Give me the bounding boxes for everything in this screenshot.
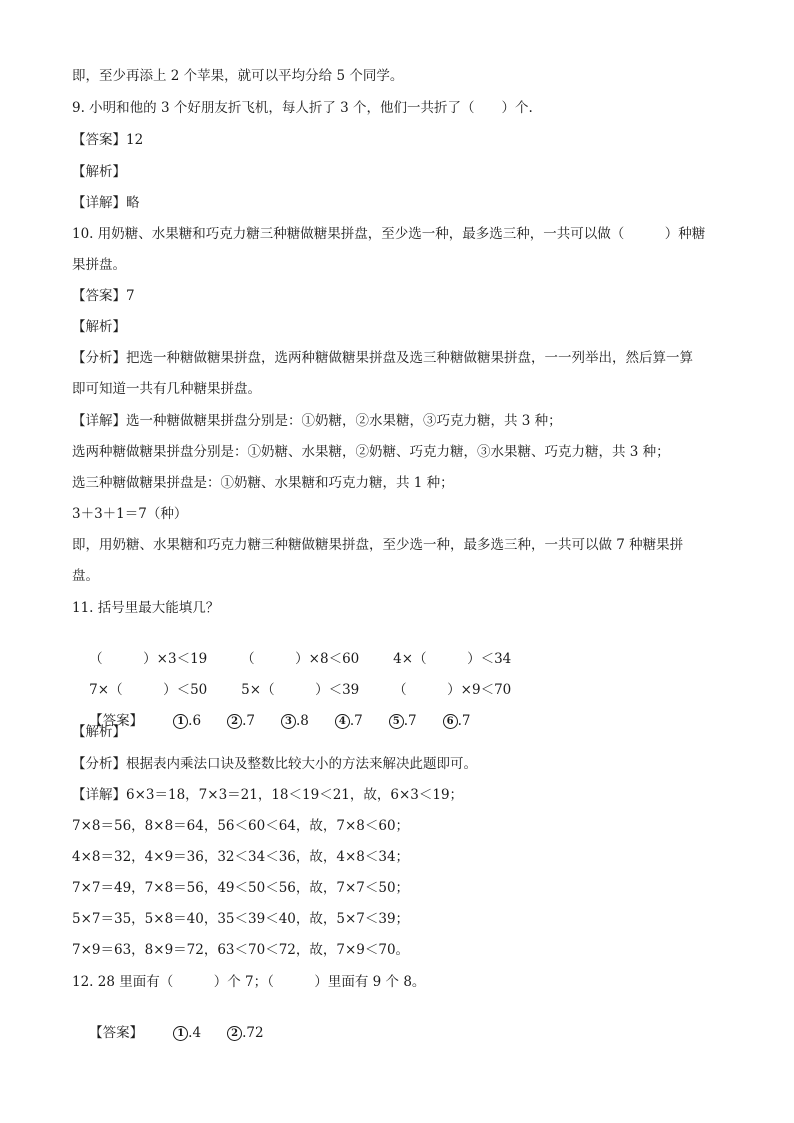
blank-expression: 7×（ ）＜50: [89, 682, 208, 698]
blank-expression: （ ）×3＜19: [89, 651, 208, 667]
answer-item: [173, 711, 201, 731]
blank-expression: 5×（ ）＜39: [241, 682, 360, 698]
answer-value: .7: [349, 713, 363, 729]
detail-10-line: 即，用奶糖、水果糖和巧克力糖三种糖做糖果拼盘，至少选一种，最多选三种，一共可以做 7 种糖果拼: [72, 537, 684, 553]
analysis-heading: 【解析】: [72, 164, 126, 180]
circled-number: 2: [227, 1026, 242, 1041]
answer-value: .72: [242, 1025, 264, 1041]
answer-value: .6: [188, 713, 202, 729]
answer-item: [173, 1023, 201, 1043]
detail-10-line: 选两种糖做糖果拼盘分别是：①奶糖、水果糖，②奶糖、巧克力糖，③水果糖、巧克力糖，共 3 种；: [72, 444, 670, 460]
blank-expression: 4×（ ）＜34: [393, 651, 512, 667]
question-10: 10. 用奶糖、水果糖和巧克力糖三种糖做糖果拼盘，至少选一种，最多选三种，一共可以做（ ）种糖: [72, 226, 706, 242]
text-line: 即，至少再添上 2 个苹果，就可以平均分给 5 个同学。: [72, 68, 404, 84]
question-11: 11. 括号里最大能填几？: [72, 600, 220, 616]
detail-10-line: 3＋3＋1＝7（种）: [72, 506, 188, 522]
detail-11-line: 7×9＝63，8×9＝72，63＜70＜72，故，7×9＜70。: [72, 942, 410, 958]
detail-9: 【详解】略: [72, 195, 140, 211]
question-9: 9. 小明和他的 3 个好朋友折飞机，每人折了 3 个，他们一共折了（ ）个.: [72, 100, 533, 116]
answer-value: .7: [403, 713, 417, 729]
answer-item: [335, 711, 363, 731]
answer-10: 【答案】7: [72, 288, 135, 304]
detail-11-line: 5×7＝35，5×8＝40，35＜39＜40，故，5×7＜39；: [72, 911, 410, 927]
detail-10-line: 盘。: [72, 568, 99, 584]
answer-label: 【答案】: [89, 1025, 144, 1041]
blank-expression: （ ）×8＜60: [241, 651, 360, 667]
circled-number: 2: [227, 714, 242, 729]
detail-10-line: 选三种糖做糖果拼盘是：①奶糖、水果糖和巧克力糖，共 1 种；: [72, 475, 454, 491]
circled-number: 6: [443, 714, 458, 729]
analysis-heading: 【解析】: [72, 724, 126, 740]
circled-number: 1: [173, 714, 188, 729]
answer-item: [389, 711, 417, 731]
circled-number: 4: [335, 714, 350, 729]
answer-list: [173, 713, 470, 729]
answer-12: [72, 1003, 264, 1063]
answer-item: [227, 711, 255, 731]
question-12: 12. 28 里面有（ ）个 7；（ ）里面有 9 个 8。: [72, 974, 426, 990]
detail-11: 【详解】6×3＝18，7×3＝21，18＜19＜21，故，6×3＜19；: [72, 787, 464, 803]
detail-11-line: 4×8＝32，4×9＝36，32＜34＜36，故，4×8＜34；: [72, 849, 410, 865]
answer-value: .8: [295, 713, 309, 729]
blank-expression: （ ）×9＜70: [393, 682, 512, 698]
answer-item: [443, 711, 471, 731]
detail-10: 【详解】选一种糖做糖果拼盘分别是：①奶糖，②水果糖，③巧克力糖，共 3 种；: [72, 413, 562, 429]
circled-number: 3: [281, 714, 296, 729]
analysis-11: 【分析】根据表内乘法口诀及整数比较大小的方法来解决此题即可。: [72, 756, 477, 772]
analysis-10-cont: 即可知道一共有几种糖果拼盘。: [72, 381, 261, 397]
answer-item: [227, 1023, 263, 1043]
answer-value: .7: [242, 713, 255, 729]
analysis-10: 【分析】把选一种糖做糖果拼盘，选两种糖做糖果拼盘及选三种糖做糖果拼盘，一一列举出，然后算一算: [72, 350, 693, 366]
answer-list: [173, 1025, 263, 1041]
circled-number: 5: [389, 714, 404, 729]
answer-item: [281, 711, 309, 731]
answer-value: .7: [457, 713, 471, 729]
detail-11-line: 7×7＝49，7×8＝56，49＜50＜56，故，7×7＜50；: [72, 880, 410, 896]
answer-11: [72, 691, 471, 751]
circled-number: 1: [173, 1026, 188, 1041]
answer-label: 【答案】: [89, 713, 144, 729]
analysis-heading: 【解析】: [72, 319, 126, 335]
detail-11-line: 7×8＝56，8×8＝64，56＜60＜64，故，7×8＜60；: [72, 818, 410, 834]
question-10-cont: 果拼盘。: [72, 257, 126, 273]
answer-value: .4: [188, 1025, 202, 1041]
answer-9: 【答案】12: [72, 132, 144, 148]
